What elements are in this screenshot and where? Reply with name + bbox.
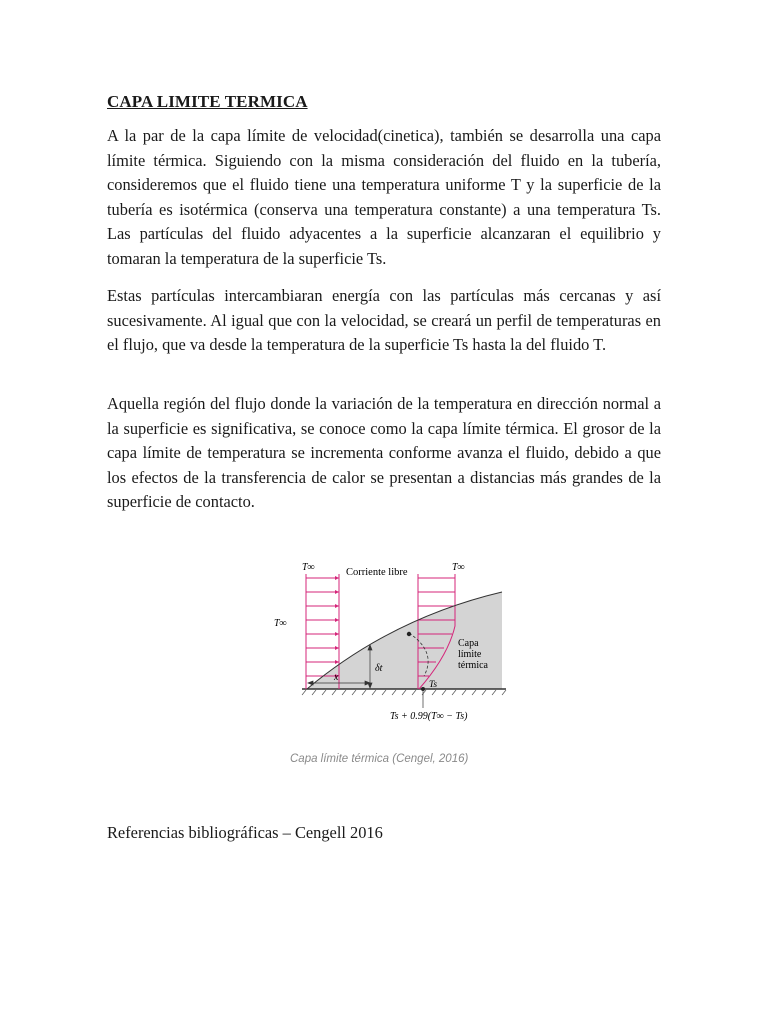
- layer-label-3: térmica: [458, 660, 488, 671]
- paragraph-1: A la par de la capa límite de velocidad(cinetica), también se desarrolla una capa límite térmica. Siguiendo con la misma consideración del fluido en la tubería, consideremos que el fluido tiene una temperatura uniforme T y la superficie de la tubería es isotérmica (conserva una temperatura constante) a una temperatura Ts. Las partículas del fluido adyacentes a la superficie alcanzaran el equilibrio y tomaran la temperatura de la superficie Ts.: [107, 126, 661, 268]
- layer-label-1: Capa: [458, 638, 479, 649]
- layer-label-2: límite: [458, 649, 482, 660]
- t-inf-left-label: T∞: [302, 562, 315, 573]
- free-stream-label: Corriente libre: [346, 567, 408, 578]
- formula-label: Ts + 0.99(T∞ − Ts): [390, 711, 468, 722]
- figure-svg: [272, 556, 508, 732]
- delta-label: δt: [375, 663, 383, 674]
- thermal-boundary-layer-figure: [272, 556, 508, 732]
- section-title: CAPA LIMITE TERMICA: [107, 92, 308, 111]
- inlet-arrowheads: [335, 576, 339, 678]
- t-inf-right-label: T∞: [452, 562, 465, 573]
- wall-hatch: [302, 690, 506, 695]
- paragraph-2: Estas partículas intercambiaran energía con las partículas más cercanas y así sucesivamente. Al igual que con la velocidad, se creará un perfil de temperaturas en el flujo, que va desde la temperatura de la superficie Ts hasta la del fluido T.: [107, 286, 661, 354]
- paragraph-3: Aquella región del flujo donde la variación de la temperatura en dirección normal a la superficie es significativa, se conoce como la capa límite térmica. El grosor de la capa límite de temperatura se incrementa conforme avanza el fluido, debido a que los efectos de la transferencia de calor se presentan a distancias más grandes de la superficie de contacto.: [107, 394, 661, 511]
- references: Referencias bibliográficas – Cengell 2016: [107, 823, 383, 842]
- surface-point: [421, 687, 425, 691]
- figure-caption: Capa límite térmica (Cengel, 2016): [290, 753, 469, 765]
- ts-label: Ts: [429, 680, 438, 690]
- t-inf-side-label: T∞: [274, 618, 287, 629]
- edge-point: [407, 632, 411, 636]
- x-label: x: [334, 672, 339, 683]
